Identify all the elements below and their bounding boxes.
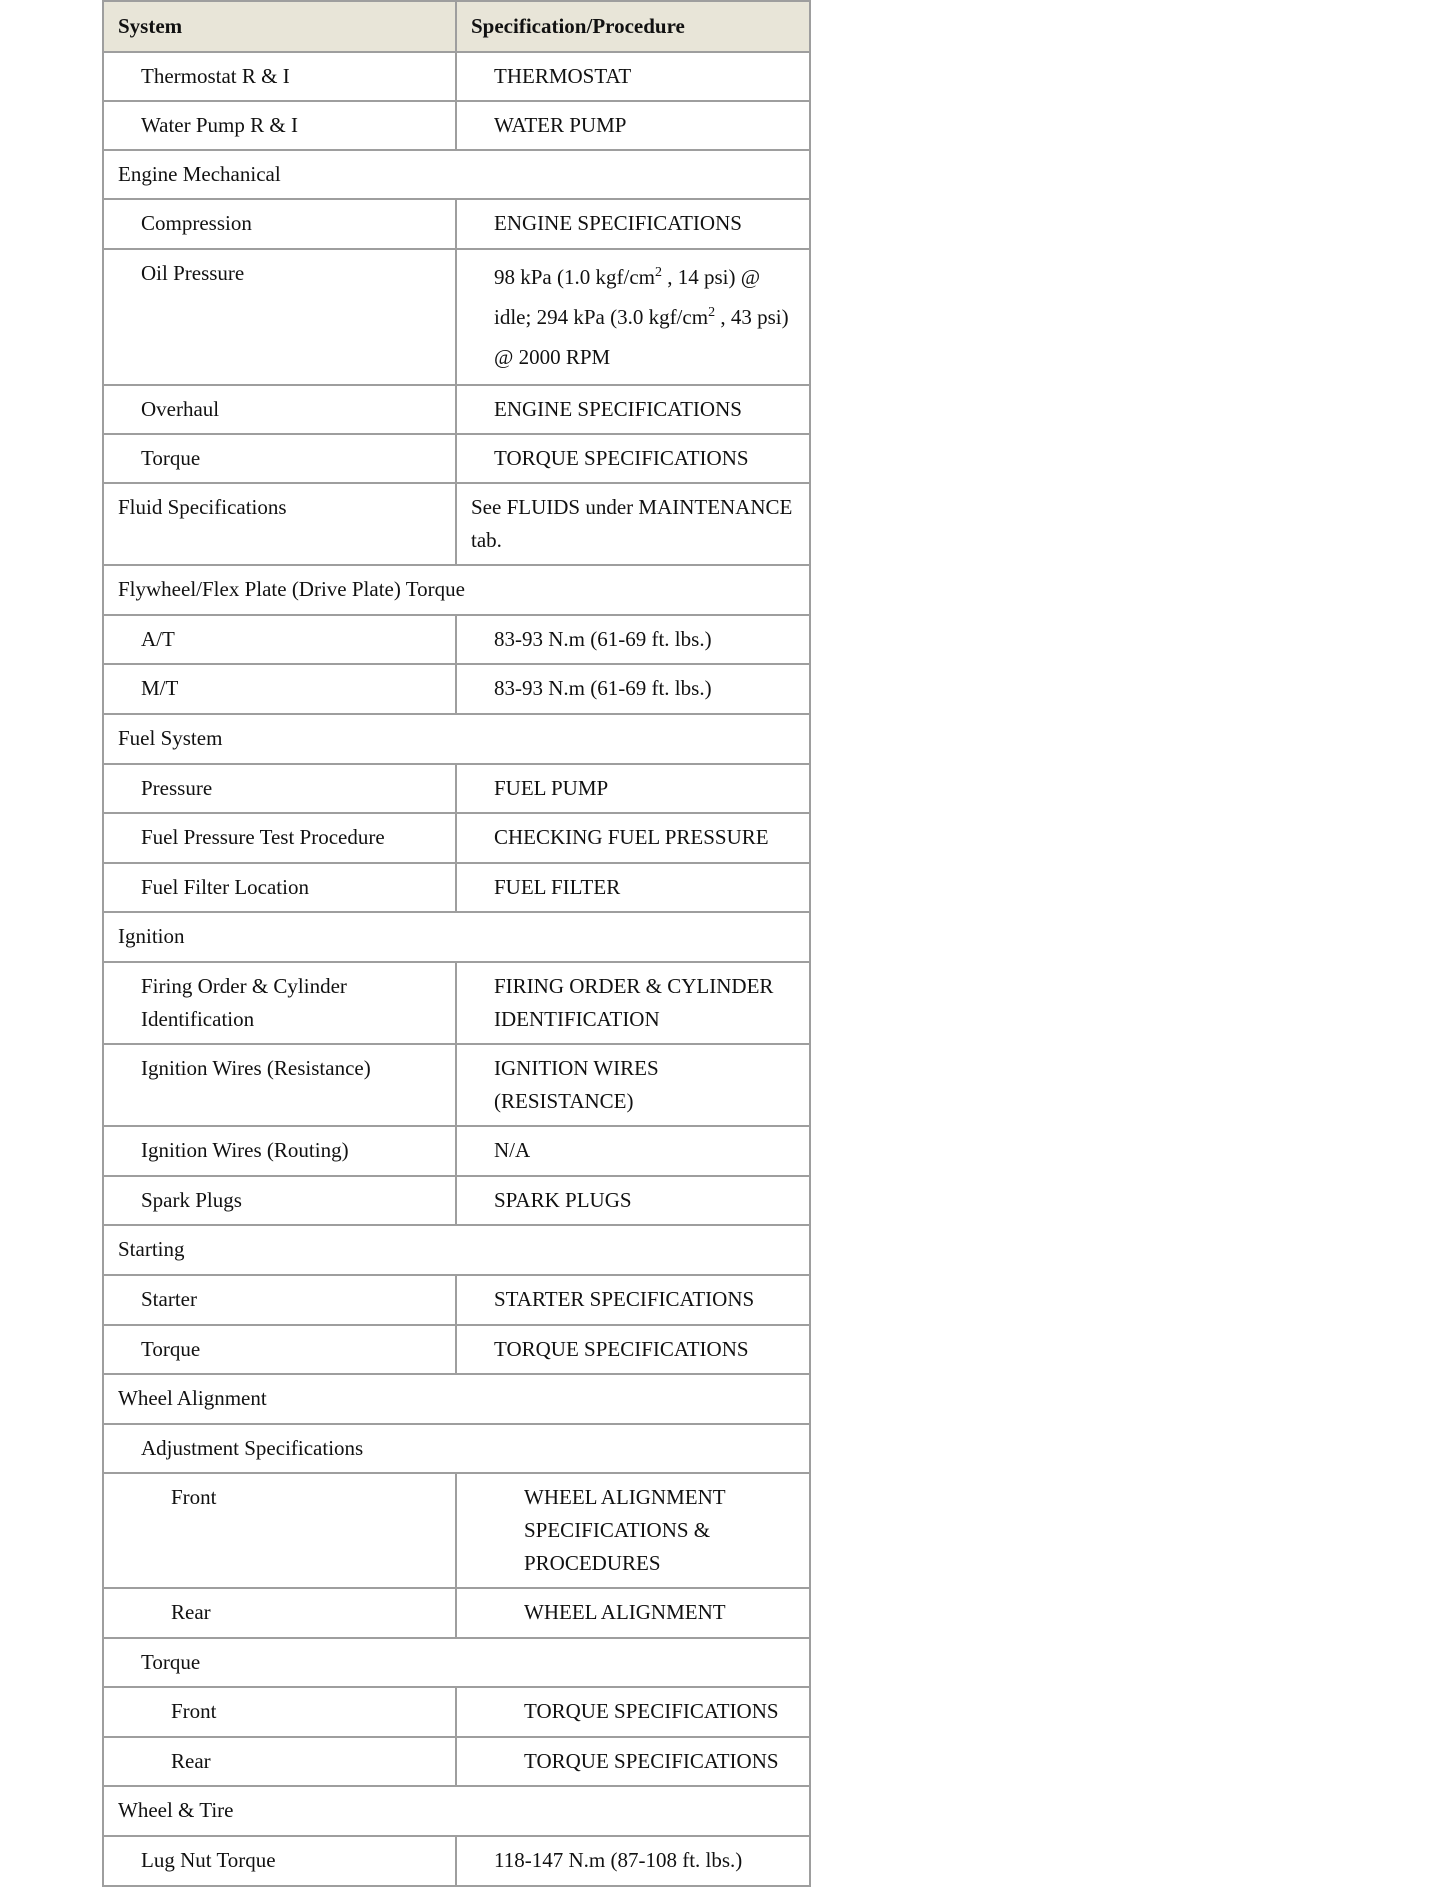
section-row	[103, 1225, 810, 1275]
specification-cell: THERMOSTAT	[456, 52, 810, 101]
table-row	[103, 1126, 810, 1176]
table-row	[103, 664, 810, 714]
table-row	[103, 1687, 810, 1737]
table-row	[103, 863, 810, 912]
system-cell: Torque	[103, 1325, 456, 1374]
table-row	[103, 962, 810, 1044]
specification-cell: FIRING ORDER & CYLINDER IDENTIFICATION	[456, 962, 810, 1044]
specification-cell	[456, 249, 810, 385]
section-row	[103, 1638, 810, 1687]
section-label: Wheel & Tire	[103, 1786, 810, 1836]
specification-cell: STARTER SPECIFICATIONS	[456, 1275, 810, 1325]
specification-cell: TORQUE SPECIFICATIONS	[456, 1687, 810, 1737]
table-row	[103, 764, 810, 813]
system-cell: Oil Pressure	[103, 249, 456, 385]
table-row	[103, 199, 810, 249]
oil-pressure-part-2: , 14 psi) @ idle; 294 kPa (3.0 kgf/cm	[494, 265, 761, 329]
table-row	[103, 1275, 810, 1325]
table-row	[103, 1836, 810, 1886]
system-cell: Fluid Specifications	[103, 483, 456, 565]
system-cell: Compression	[103, 199, 456, 249]
specification-cell: TORQUE SPECIFICATIONS	[456, 1737, 810, 1786]
table-body	[103, 52, 810, 1886]
specification-cell: IGNITION WIRES (RESISTANCE)	[456, 1044, 810, 1126]
system-cell: Firing Order & Cylinder Identification	[103, 962, 456, 1044]
system-cell: Ignition Wires (Resistance)	[103, 1044, 456, 1126]
system-cell: Fuel Pressure Test Procedure	[103, 813, 456, 863]
superscript-2: 2	[654, 265, 662, 280]
section-row	[103, 714, 810, 764]
system-cell: Starter	[103, 1275, 456, 1325]
table-row	[103, 615, 810, 664]
system-cell: Front	[103, 1687, 456, 1737]
header-specification: Specification/Procedure	[456, 1, 810, 52]
specification-cell: FUEL PUMP	[456, 764, 810, 813]
specification-cell: 118-147 N.m (87-108 ft. lbs.)	[456, 1836, 810, 1886]
specification-cell: ENGINE SPECIFICATIONS	[456, 385, 810, 434]
table-row	[103, 483, 810, 565]
table-row	[103, 1176, 810, 1225]
specification-cell: See FLUIDS under MAINTENANCE tab.	[456, 483, 810, 565]
system-cell: Front	[103, 1473, 456, 1588]
table-row	[103, 813, 810, 863]
system-cell: A/T	[103, 615, 456, 664]
table-row	[103, 1588, 810, 1638]
specification-cell: 83-93 N.m (61-69 ft. lbs.)	[456, 664, 810, 714]
section-row	[103, 1374, 810, 1424]
table-row	[103, 1473, 810, 1588]
oil-pressure-part-3: , 43 psi) @ 2000 RPM	[494, 305, 789, 369]
system-cell: Torque	[103, 434, 456, 483]
section-label: Fuel System	[103, 714, 810, 764]
specification-cell: N/A	[456, 1126, 810, 1176]
system-cell: Water Pump R & I	[103, 101, 456, 150]
specification-table	[102, 0, 811, 1887]
section-label: Starting	[103, 1225, 810, 1275]
specification-cell: WHEEL ALIGNMENT SPECIFICATIONS & PROCEDURES	[456, 1473, 810, 1588]
table-header-row	[103, 1, 810, 52]
system-cell: Spark Plugs	[103, 1176, 456, 1225]
system-cell: Rear	[103, 1588, 456, 1638]
system-cell: M/T	[103, 664, 456, 714]
superscript-2: 2	[708, 305, 716, 320]
section-row	[103, 1786, 810, 1836]
table-row	[103, 1737, 810, 1786]
section-label: Ignition	[103, 912, 810, 962]
table-row	[103, 1044, 810, 1126]
section-label: Wheel Alignment	[103, 1374, 810, 1424]
system-cell: Rear	[103, 1737, 456, 1786]
header-system: System	[103, 1, 456, 52]
table-row	[103, 249, 810, 385]
system-cell: Overhaul	[103, 385, 456, 434]
oil-pressure-spec	[494, 257, 795, 377]
section-label: Flywheel/Flex Plate (Drive Plate) Torque	[103, 565, 810, 615]
specification-cell: WHEEL ALIGNMENT	[456, 1588, 810, 1638]
section-row	[103, 565, 810, 615]
specification-cell: CHECKING FUEL PRESSURE	[456, 813, 810, 863]
table-row	[103, 385, 810, 434]
specification-cell: WATER PUMP	[456, 101, 810, 150]
system-cell: Ignition Wires (Routing)	[103, 1126, 456, 1176]
table-row	[103, 1325, 810, 1374]
section-row	[103, 150, 810, 199]
system-cell: Pressure	[103, 764, 456, 813]
table-row	[103, 52, 810, 101]
table-row	[103, 434, 810, 483]
specification-cell: SPARK PLUGS	[456, 1176, 810, 1225]
system-cell: Lug Nut Torque	[103, 1836, 456, 1886]
section-label: Engine Mechanical	[103, 150, 810, 199]
section-label: Adjustment Specifications	[103, 1424, 810, 1473]
specification-cell: TORQUE SPECIFICATIONS	[456, 1325, 810, 1374]
oil-pressure-part-1: 98 kPa (1.0 kgf/cm	[494, 265, 655, 289]
specification-cell: 83-93 N.m (61-69 ft. lbs.)	[456, 615, 810, 664]
specification-cell: ENGINE SPECIFICATIONS	[456, 199, 810, 249]
section-label: Torque	[103, 1638, 810, 1687]
table-row	[103, 101, 810, 150]
system-cell: Thermostat R & I	[103, 52, 456, 101]
specification-cell: TORQUE SPECIFICATIONS	[456, 434, 810, 483]
section-row	[103, 1424, 810, 1473]
specification-cell: FUEL FILTER	[456, 863, 810, 912]
system-cell: Fuel Filter Location	[103, 863, 456, 912]
section-row	[103, 912, 810, 962]
